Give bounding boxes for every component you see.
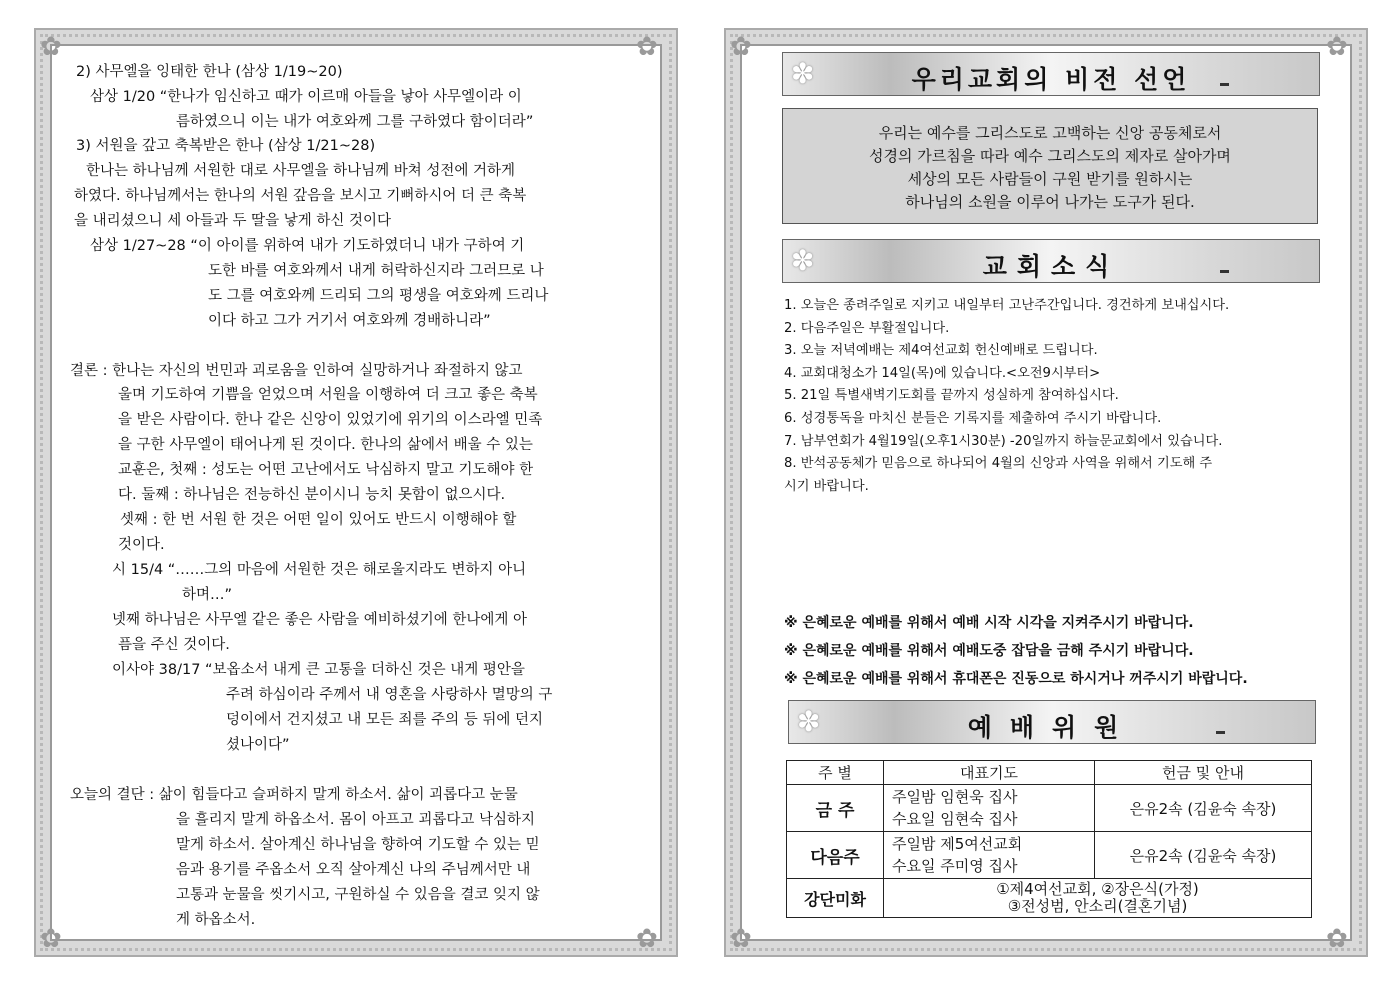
news-item: 5. 21일 특별새벽기도회를 끝까지 성실하게 참여하십시다. bbox=[784, 388, 1119, 404]
header-prayer: 대표기도 bbox=[884, 761, 1095, 785]
decision-line: 말게 하소서. 살아계신 하나님을 향하여 기도할 수 있는 믿 bbox=[176, 837, 540, 853]
news-item: 6. 성경통독을 마치신 분들은 기록지를 제출하여 주시기 바랍니다. bbox=[784, 410, 1162, 426]
news-item: 시기 바랍니다. bbox=[784, 478, 869, 494]
sermon-line: 을 내리셨으니 세 아들과 두 딸을 낳게 하신 것이다 bbox=[74, 213, 392, 229]
flower-ornament-icon: ✿ bbox=[636, 924, 658, 954]
decision-line: 고통과 눈물을 씻기시고, 구원하실 수 있음을 결코 잊지 않 bbox=[176, 887, 540, 903]
vision-title: 우리교회의 비전 선언 bbox=[911, 65, 1191, 94]
daisy-icon: ✽ bbox=[791, 57, 815, 90]
decision-line: 음과 용기를 주옵소서 오직 살아계신 나의 주님께서만 내 bbox=[176, 862, 531, 878]
flower-ornament-icon: ✿ bbox=[40, 32, 62, 62]
conclusion-line: 교훈은, 첫째 : 성도는 어떤 고난에서도 낙심하지 말고 기도해야 한 bbox=[118, 462, 534, 478]
sermon-line: 한나는 하나님께 서원한 대로 사무엘을 하나님께 바쳐 성전에 거하게 bbox=[86, 163, 516, 179]
daisy-icon: ✽ bbox=[791, 244, 815, 277]
sermon-line: 이다 하고 그가 거기서 여호와께 경배하니라” bbox=[208, 313, 491, 329]
header-offering: 헌금 및 안내 bbox=[1095, 761, 1312, 785]
decision-line: 을 흘리지 말게 하옵소서. 몸이 아프고 괴롭다고 낙심하지 bbox=[176, 812, 536, 828]
news-item: 1. 오늘은 종려주일로 지키고 내일부터 고난주간입니다. 경건하게 보내십시다. bbox=[784, 298, 1230, 313]
flower-ornament-icon: ✿ bbox=[636, 32, 658, 62]
conclusion-line: 이사야 38/17 “보옵소서 내게 큰 고통을 더하신 것은 내게 평안을 bbox=[112, 662, 525, 678]
decision-line: 게 하옵소서. bbox=[176, 912, 256, 928]
news-list bbox=[784, 295, 1316, 498]
roles-banner bbox=[788, 700, 1316, 744]
row-offering-cell: 은유2속 (김윤숙 속장) bbox=[1095, 832, 1312, 879]
worship-notice: ※ 은혜로운 예배를 위해서 예배도중 잡담을 금해 주시기 바랍니다. bbox=[784, 643, 1194, 659]
conclusion-line: 덩이에서 건지셨고 내 모든 죄를 주의 등 뒤에 던지 bbox=[226, 712, 544, 728]
vision-line: 하나님의 소원을 이루어 나가는 도구가 된다. bbox=[905, 193, 1195, 211]
conclusion-line: 다. 둘째 : 하나님은 전능하신 분이시니 능치 못함이 없으시다. bbox=[118, 487, 506, 503]
vision-line: 세상의 모든 사람들이 구원 받기를 원하시는 bbox=[907, 170, 1193, 188]
prayer-wednesday: 수요일 주미영 집사 bbox=[892, 857, 1018, 875]
roles-title: 예배위원 bbox=[967, 713, 1137, 742]
news-item: 8. 반석공동체가 믿음으로 하나되어 4월의 신앙과 사역을 위해서 기도해 주 bbox=[784, 456, 1213, 472]
decision-line: 오늘의 결단 : 삶이 힘들다고 슬퍼하지 말게 하소서. 삶이 괴롭다고 눈물 bbox=[70, 787, 518, 803]
row-prayer-cell bbox=[884, 832, 1095, 879]
flower-ornament-icon: ✿ bbox=[730, 32, 752, 62]
sermon-line: 삼상 1/20 “한나가 임신하고 때가 이르매 아들을 낳아 사무엘이라 이 bbox=[90, 89, 522, 105]
flowers-line: ①제4여선교회, ②장은식(가정) bbox=[996, 880, 1199, 898]
sermon-line: 도한 바를 여호와께서 내게 허락하신지라 그러므로 나 bbox=[208, 263, 544, 279]
flowers-line: ③전성범, 안소리(결혼기념) bbox=[1007, 897, 1188, 915]
prayer-sunday-night: 주일밤 제5여선교회 bbox=[892, 835, 1023, 853]
daisy-icon: ✽ bbox=[797, 705, 821, 738]
flower-ornament-icon: ✿ bbox=[40, 924, 62, 954]
sermon-line: 도 그를 여호와께 드리되 그의 평생을 여호와께 드리나 bbox=[208, 288, 549, 304]
flower-ornament-icon: ✿ bbox=[730, 924, 752, 954]
vision-statement bbox=[782, 108, 1318, 224]
table-row bbox=[787, 785, 1312, 832]
conclusion-line: 셋째 : 한 번 서원 한 것은 어떤 일이 있어도 반드시 이행해야 할 bbox=[120, 512, 517, 528]
conclusion-line: 셨나이다” bbox=[226, 737, 290, 753]
table-row bbox=[787, 832, 1312, 879]
vision-line: 성경의 가르침을 따라 예수 그리스도의 제자로 살아가며 bbox=[869, 147, 1231, 165]
row-week-label: 다음주 bbox=[787, 832, 884, 879]
worship-notice: ※ 은혜로운 예배를 위해서 예배 시작 시각을 지켜주시기 바랍니다. bbox=[784, 615, 1194, 631]
worship-notice: ※ 은혜로운 예배를 위해서 휴대폰은 진동으로 하시거나 꺼주시기 바랍니다. bbox=[784, 671, 1248, 687]
sermon-line: 름하였으니 이는 내가 여호와께 그를 구하였다 함이더라” bbox=[176, 114, 534, 130]
prayer-sunday-night: 주일밤 임현욱 집사 bbox=[892, 788, 1018, 806]
vision-line: 우리는 예수를 그리스도로 고백하는 신앙 공동체로서 bbox=[878, 124, 1222, 142]
worship-roles-table bbox=[786, 760, 1312, 918]
banner-dash bbox=[1220, 270, 1229, 273]
conclusion-line: 것이다. bbox=[118, 537, 165, 553]
conclusion-line: 결론 : 한나는 자신의 번민과 괴로움을 인하여 실망하거나 좌절하지 않고 bbox=[70, 363, 523, 379]
conclusion-line: 하며…” bbox=[182, 587, 233, 603]
conclusion-line: 주려 하심이라 주께서 내 영혼을 사랑하사 멸망의 구 bbox=[226, 687, 553, 703]
conclusion-line: 을 받은 사람이다. 한나 같은 신앙이 있었기에 위기의 이스라엘 민족 bbox=[118, 412, 543, 428]
flowers-cell bbox=[884, 879, 1312, 918]
table-row bbox=[787, 879, 1312, 918]
banner-dash bbox=[1220, 83, 1229, 86]
news-title: 교회소식 bbox=[982, 252, 1120, 281]
vision-banner bbox=[782, 52, 1320, 96]
news-banner bbox=[782, 239, 1320, 283]
flowers-label: 강단미화 bbox=[787, 879, 884, 918]
news-item: 4. 교회대청소가 14일(목)에 있습니다.<오전9시부터> bbox=[784, 365, 1101, 381]
conclusion-line: 울며 기도하여 기쁨을 얻었으며 서원을 이행하여 더 크고 좋은 축복 bbox=[118, 387, 538, 403]
banner-dash bbox=[1216, 731, 1225, 734]
prayer-wednesday: 수요일 임현숙 집사 bbox=[892, 810, 1018, 828]
table-header-row bbox=[787, 761, 1312, 785]
news-item: 3. 오늘 저녁예배는 제4여선교회 헌신예배로 드립니다. bbox=[784, 343, 1098, 359]
conclusion-line: 을 구한 사무엘이 태어나게 된 것이다. 한나의 삶에서 배울 수 있는 bbox=[118, 437, 533, 453]
flower-ornament-icon: ✿ bbox=[1326, 924, 1348, 954]
conclusion-line: 시 15/4 “……그의 마음에 서원한 것은 해로울지라도 변하지 아니 bbox=[112, 562, 527, 578]
conclusion-line: 넷째 하나님은 사무엘 같은 좋은 사람을 예비하셨기에 한나에게 아 bbox=[112, 612, 528, 628]
news-item: 7. 남부연회가 4월19일(오후1시30분) -20일까지 하늘문교회에서 있습니다. bbox=[784, 433, 1223, 449]
news-item: 2. 다음주일은 부활절입니다. bbox=[784, 320, 950, 336]
sermon-line: 삼상 1/27~28 “이 아이를 위하여 내가 기도하였더니 내가 구하여 기 bbox=[90, 238, 525, 254]
sermon-line: 3) 서원을 갚고 축복받은 한나 (삼상 1/21~28) bbox=[76, 138, 376, 154]
row-week-label: 금 주 bbox=[787, 785, 884, 832]
sermon-line: 하였다. 하나님께서는 한나의 서원 갚음을 보시고 기뻐하시어 더 큰 축복 bbox=[74, 188, 527, 204]
flower-ornament-icon: ✿ bbox=[1326, 32, 1348, 62]
conclusion-line: 픔을 주신 것이다. bbox=[118, 637, 230, 653]
sermon-line: 2) 사무엘을 잉태한 한나 (삼상 1/19~20) bbox=[76, 64, 343, 80]
row-prayer-cell bbox=[884, 785, 1095, 832]
header-week: 주 별 bbox=[787, 761, 884, 785]
row-offering-cell: 은유2속 (김윤숙 속장) bbox=[1095, 785, 1312, 832]
